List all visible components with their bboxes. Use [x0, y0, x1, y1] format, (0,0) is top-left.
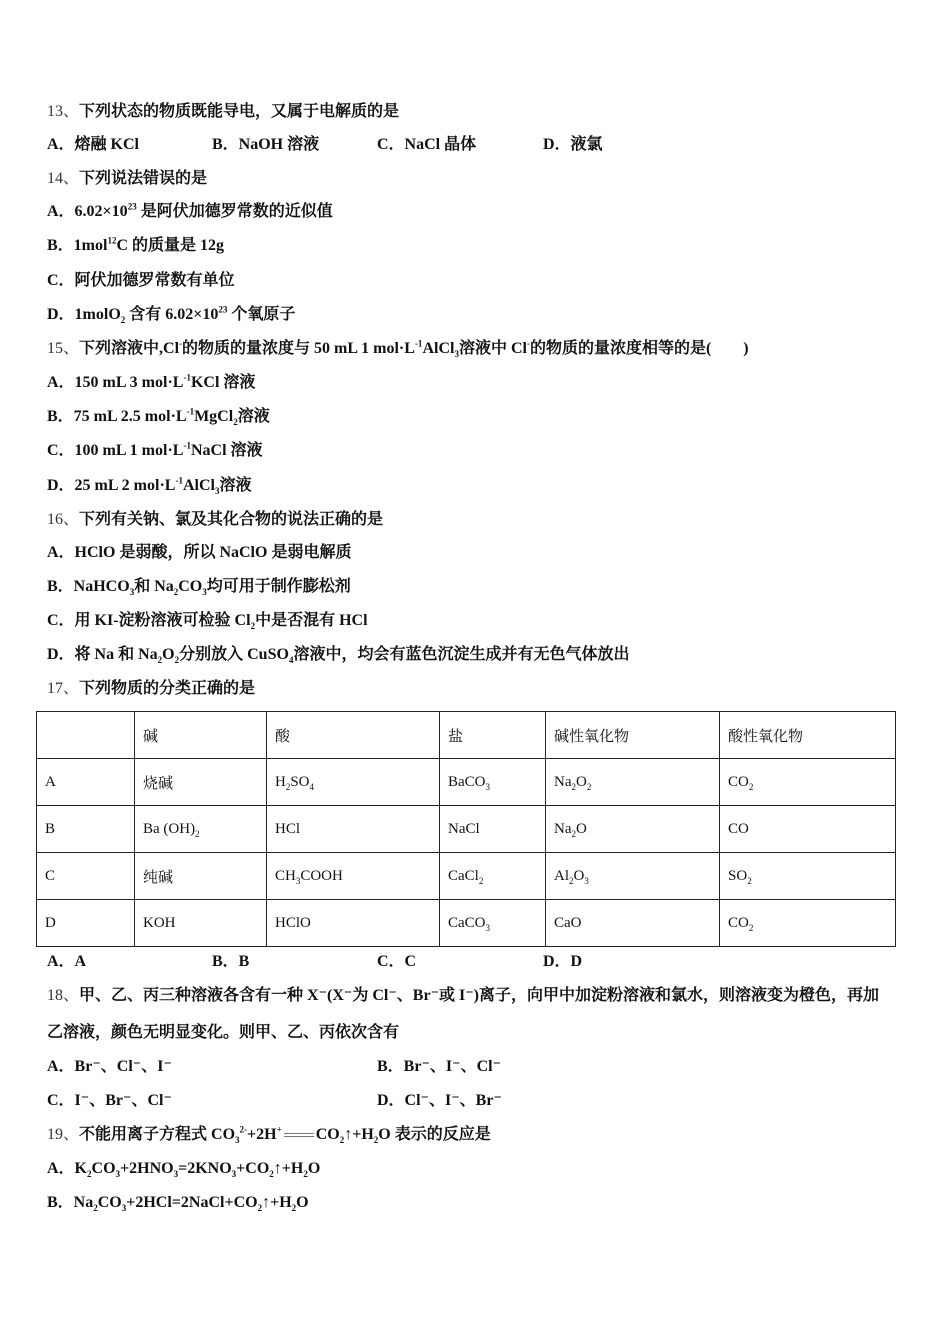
- superscript: -1: [175, 475, 183, 486]
- answer-line: [47, 441, 263, 461]
- answer-option: [47, 952, 86, 972]
- superscript: -1: [183, 372, 191, 383]
- table-cell: [720, 712, 896, 759]
- answer-option: [47, 135, 139, 155]
- answer-option: [212, 135, 319, 155]
- subscript: 2: [285, 781, 291, 792]
- subscript: 3: [129, 587, 135, 598]
- text-segment: C．NaCl 晶体: [377, 136, 477, 153]
- text-segment: A: [45, 773, 56, 790]
- text-segment: Al: [554, 867, 569, 884]
- text-segment: COOH: [300, 867, 343, 884]
- text-segment: 个氧原子: [227, 306, 296, 323]
- table-row: [37, 806, 896, 853]
- table-cell: [135, 759, 267, 806]
- question-stem: [47, 510, 383, 530]
- subscript: 2: [195, 828, 200, 839]
- text-segment: 是阿伏加德罗常数的近似值: [136, 203, 333, 220]
- answer-line: [47, 1193, 309, 1213]
- subscript: 3: [121, 1203, 127, 1214]
- subscript: 4: [309, 781, 315, 792]
- text-segment: O: [576, 773, 587, 790]
- table-cell: [37, 759, 135, 806]
- subscript: 2: [173, 587, 179, 598]
- superscript: -: [526, 338, 530, 349]
- answer-line: [47, 202, 333, 222]
- text-segment: +2HCl=2NaCl+CO: [126, 1194, 258, 1211]
- superscript: 23: [218, 304, 228, 315]
- table-cell: [37, 806, 135, 853]
- subscript: 2: [303, 1169, 308, 1180]
- text-segment: 下列物质的分类正确的是: [79, 680, 256, 697]
- table-cell: [135, 900, 267, 947]
- text-segment: CaO: [554, 914, 582, 931]
- answer-line: [47, 1159, 320, 1179]
- text-segment: HCl: [275, 820, 301, 837]
- text-segment: O: [307, 1160, 321, 1177]
- text-segment: MgCl: [194, 408, 234, 425]
- text-segment: 的物质的量浓度与 50 mL 1 mol·L: [182, 340, 415, 357]
- text-segment: Na: [554, 773, 572, 790]
- table-cell: [546, 853, 720, 900]
- superscript: -1: [414, 338, 423, 349]
- answer-option: [212, 952, 249, 972]
- text-segment: AlCl: [182, 477, 215, 494]
- text-segment: B．Na: [47, 1194, 94, 1211]
- text-segment: O 表示的反应是: [378, 1126, 491, 1143]
- superscript: 2-: [239, 1124, 248, 1135]
- text-segment: AlCl: [422, 340, 455, 357]
- text-segment: KCl 溶液: [190, 374, 256, 391]
- subscript: 3: [115, 1169, 121, 1180]
- text-segment: 纯碱: [143, 869, 174, 886]
- subscript: 2: [257, 1203, 263, 1214]
- text-segment: 下列说法错误的是: [79, 170, 208, 187]
- question-stem: [47, 102, 399, 122]
- answer-option: [543, 135, 603, 155]
- text-segment: B: [45, 820, 56, 837]
- subscript: 3: [485, 781, 490, 792]
- text-segment: A．熔融 KCl: [47, 136, 140, 153]
- subscript: 3: [214, 486, 220, 497]
- text-segment: +2H: [247, 1126, 277, 1143]
- answer-option: [377, 135, 476, 155]
- table-cell: [720, 853, 896, 900]
- text-segment: C: [45, 867, 56, 884]
- text-segment: 溶液: [237, 408, 270, 425]
- text-segment: 溶液中 Cl: [458, 340, 527, 357]
- subscript: 3: [454, 349, 459, 360]
- table-cell: [37, 853, 135, 900]
- subscript: 2: [93, 1203, 98, 1214]
- subscript: 2: [373, 1135, 379, 1146]
- table-cell: [720, 900, 896, 947]
- text-segment: O: [576, 820, 587, 837]
- subscript: 2: [571, 781, 576, 792]
- text-segment: CO: [178, 578, 203, 595]
- table-cell: [546, 900, 720, 947]
- answer-line: [47, 476, 251, 496]
- answer-line: [47, 305, 295, 325]
- superscript: -: [179, 338, 183, 349]
- text-segment: C．阿伏加德罗常数有单位: [47, 272, 235, 289]
- text-segment: B．Br⁻、I⁻、Cl⁻: [377, 1058, 502, 1075]
- subscript: 2: [747, 875, 752, 886]
- text-segment: =2KNO: [178, 1160, 232, 1177]
- text-segment: C．I⁻、Br⁻、Cl⁻: [47, 1092, 172, 1109]
- subscript: 2: [569, 875, 574, 886]
- table-cell: [440, 900, 546, 947]
- text-segment: A．150 mL 3 mol·L: [47, 374, 184, 391]
- text-segment: 烧碱: [143, 775, 174, 792]
- text-segment: D．液氯: [543, 136, 603, 153]
- question-stem: [47, 679, 255, 699]
- text-segment: 甲、乙、丙三种溶液各含有一种 X⁻(X⁻为 Cl⁻、Br⁻或 I⁻)离子，向甲中加淀粉溶液和氯水，则溶液变为橙色，再加: [79, 987, 880, 1004]
- question-stem: [47, 339, 749, 359]
- text-segment: CO: [728, 773, 749, 790]
- table-cell: [37, 900, 135, 947]
- text-segment: Na: [554, 820, 572, 837]
- text-segment: ↑+H: [344, 1126, 374, 1143]
- subscript: 2: [269, 1169, 274, 1180]
- text-segment: CO: [728, 820, 749, 837]
- table-cell: [546, 806, 720, 853]
- text-segment: C．C: [377, 953, 417, 970]
- question-number: 15、: [47, 340, 80, 357]
- text-segment: 下列状态的物质既能导电，又属于电解质的是: [79, 103, 400, 120]
- answer-line: [47, 1023, 399, 1043]
- table-cell: [546, 759, 720, 806]
- text-segment: NaCl 溶液: [190, 442, 263, 459]
- text-segment: 盐: [448, 728, 464, 745]
- text-segment: 不能用离子方程式 CO: [79, 1126, 236, 1143]
- text-segment: A．A: [47, 953, 87, 970]
- answer-line: [47, 645, 629, 665]
- question-stem: [47, 1125, 491, 1145]
- answer-option: [377, 1091, 502, 1111]
- text-segment: B．75 mL 2.5 mol·L: [47, 408, 187, 425]
- table-cell: [546, 712, 720, 759]
- text-segment: 碱性氧化物: [554, 728, 630, 745]
- superscript: 12: [107, 235, 117, 246]
- text-segment: A．K: [47, 1160, 88, 1177]
- answer-line: [47, 271, 235, 291]
- text-segment: A．6.02×10: [47, 203, 128, 220]
- text-segment: 均可用于制作膨松剂: [206, 578, 351, 595]
- question-number: 16、: [47, 511, 80, 528]
- text-segment: HClO: [275, 914, 311, 931]
- text-segment: B．NaHCO: [47, 578, 130, 595]
- answer-line: [47, 543, 351, 563]
- table-cell: [267, 806, 440, 853]
- text-segment: CO: [728, 914, 749, 931]
- text-segment: 下列溶液中,Cl: [79, 340, 180, 357]
- text-segment: C 的质量是 12g: [116, 237, 225, 254]
- superscript: -1: [183, 440, 191, 451]
- question-number: 19、: [47, 1126, 80, 1143]
- text-segment: SO: [728, 867, 748, 884]
- table-cell: [720, 759, 896, 806]
- text-segment: 碱: [143, 728, 159, 745]
- table-cell: [267, 712, 440, 759]
- text-segment: ↑+H: [262, 1194, 292, 1211]
- question-stem: [47, 169, 207, 189]
- subscript: 3: [295, 875, 301, 886]
- text-segment: A．HClO 是弱酸，所以 NaClO 是弱电解质: [47, 544, 352, 561]
- table-row: [37, 759, 896, 806]
- subscript: 2: [174, 655, 180, 666]
- equals-sign-double-bar: [284, 1133, 314, 1137]
- subscript: 3: [485, 922, 490, 933]
- text-segment: CaCl: [448, 867, 479, 884]
- classification-table: [36, 711, 896, 947]
- table-cell: [135, 712, 267, 759]
- subscript: 3: [173, 1169, 179, 1180]
- subscript: 4: [288, 655, 294, 666]
- text-segment: Ba (OH): [143, 820, 196, 837]
- subscript: 3: [202, 587, 207, 598]
- text-segment: O: [162, 646, 175, 663]
- text-segment: 乙溶液，颜色无明显变化。则甲、乙、丙依次含有: [47, 1024, 400, 1041]
- text-segment: CaCO: [448, 914, 486, 931]
- subscript: 2: [291, 1203, 297, 1214]
- table-cell: [267, 853, 440, 900]
- question-number: 17、: [47, 680, 80, 697]
- table-cell: [440, 712, 546, 759]
- text-segment: NaCl: [448, 820, 480, 837]
- table-header-row: [37, 712, 896, 759]
- text-segment: D．将 Na 和 Na: [47, 646, 158, 663]
- answer-option: [543, 952, 582, 972]
- table-row: [37, 900, 896, 947]
- text-segment: BaCO: [448, 773, 486, 790]
- subscript: 2: [571, 828, 576, 839]
- subscript: 2: [478, 875, 484, 886]
- subscript: 2: [157, 655, 163, 666]
- text-segment: SO: [290, 773, 310, 790]
- question-stem: [47, 986, 879, 1006]
- text-segment: D．D: [543, 953, 583, 970]
- answer-line: [47, 611, 368, 631]
- table-row: [37, 853, 896, 900]
- answer-line: [47, 373, 255, 393]
- subscript: 2: [233, 417, 238, 428]
- text-segment: D．1molO: [47, 306, 121, 323]
- subscript: 3: [235, 1135, 240, 1146]
- table-cell: [440, 853, 546, 900]
- table-cell: [135, 853, 267, 900]
- answer-option: [377, 952, 416, 972]
- text-segment: 中是否混有 HCl: [255, 612, 368, 629]
- text-segment: 含有 6.02×10: [125, 306, 219, 323]
- text-segment: D: [45, 914, 56, 931]
- text-segment: ↑+H: [273, 1160, 304, 1177]
- table-cell: [267, 900, 440, 947]
- table-cell: [440, 759, 546, 806]
- question-number: 18、: [47, 987, 80, 1004]
- subscript: 2: [748, 922, 754, 933]
- subscript: 2: [87, 1169, 92, 1180]
- text-segment: 酸: [275, 728, 291, 745]
- text-segment: CO: [91, 1160, 116, 1177]
- text-segment: D．Cl⁻、I⁻、Br⁻: [377, 1092, 502, 1109]
- text-segment: A．Br⁻、Cl⁻、I⁻: [47, 1058, 172, 1075]
- question-number: 14、: [47, 170, 80, 187]
- text-segment: C．100 mL 1 mol·L: [47, 442, 184, 459]
- subscript: 3: [584, 875, 589, 886]
- text-segment: 酸性氧化物: [728, 728, 804, 745]
- subscript: 2: [250, 621, 256, 632]
- text-segment: O: [573, 867, 585, 884]
- table-cell: [267, 759, 440, 806]
- text-segment: CO: [97, 1194, 122, 1211]
- superscript: 23: [127, 201, 137, 212]
- text-segment: H: [275, 773, 286, 790]
- text-segment: +CO: [236, 1160, 270, 1177]
- answer-line: [47, 236, 224, 256]
- subscript: 2: [339, 1135, 345, 1146]
- text-segment: 下列有关钠、氯及其化合物的说法正确的是: [79, 511, 384, 528]
- question-number: 13、: [47, 103, 80, 120]
- text-segment: B．B: [212, 953, 250, 970]
- answer-option: [47, 1057, 172, 1077]
- table-cell: [135, 806, 267, 853]
- text-segment: O: [296, 1194, 309, 1211]
- answer-option: [47, 1091, 172, 1111]
- answer-line: [47, 407, 270, 427]
- text-segment: B．NaOH 溶液: [212, 136, 320, 153]
- subscript: 2: [748, 781, 754, 792]
- text-segment: B．1mol: [47, 237, 108, 254]
- subscript: 2: [586, 781, 592, 792]
- table-cell: [720, 806, 896, 853]
- answer-line: [47, 577, 351, 597]
- text-segment: 的物质的量浓度相等的是( ): [529, 340, 749, 357]
- answer-option: [377, 1057, 501, 1077]
- text-segment: +2HNO: [120, 1160, 174, 1177]
- text-segment: D．25 mL 2 mol·L: [47, 477, 176, 494]
- table-cell: [440, 806, 546, 853]
- subscript: 3: [231, 1169, 237, 1180]
- table-cell: [37, 712, 135, 759]
- text-segment: CH: [275, 867, 296, 884]
- text-segment: 溶液中，均会有蓝色沉淀生成并有无色气体放出: [293, 646, 630, 663]
- subscript: 2: [120, 315, 126, 326]
- text-segment: KOH: [143, 914, 176, 931]
- text-segment: CO: [315, 1126, 340, 1143]
- text-segment: C．用 KI-淀粉溶液可检验 Cl: [47, 612, 251, 629]
- superscript: -1: [186, 406, 195, 417]
- text-segment: 溶液: [219, 477, 252, 494]
- superscript: +: [276, 1124, 282, 1135]
- text-segment: 分别放入 CuSO: [179, 646, 289, 663]
- text-segment: 和 Na: [134, 578, 174, 595]
